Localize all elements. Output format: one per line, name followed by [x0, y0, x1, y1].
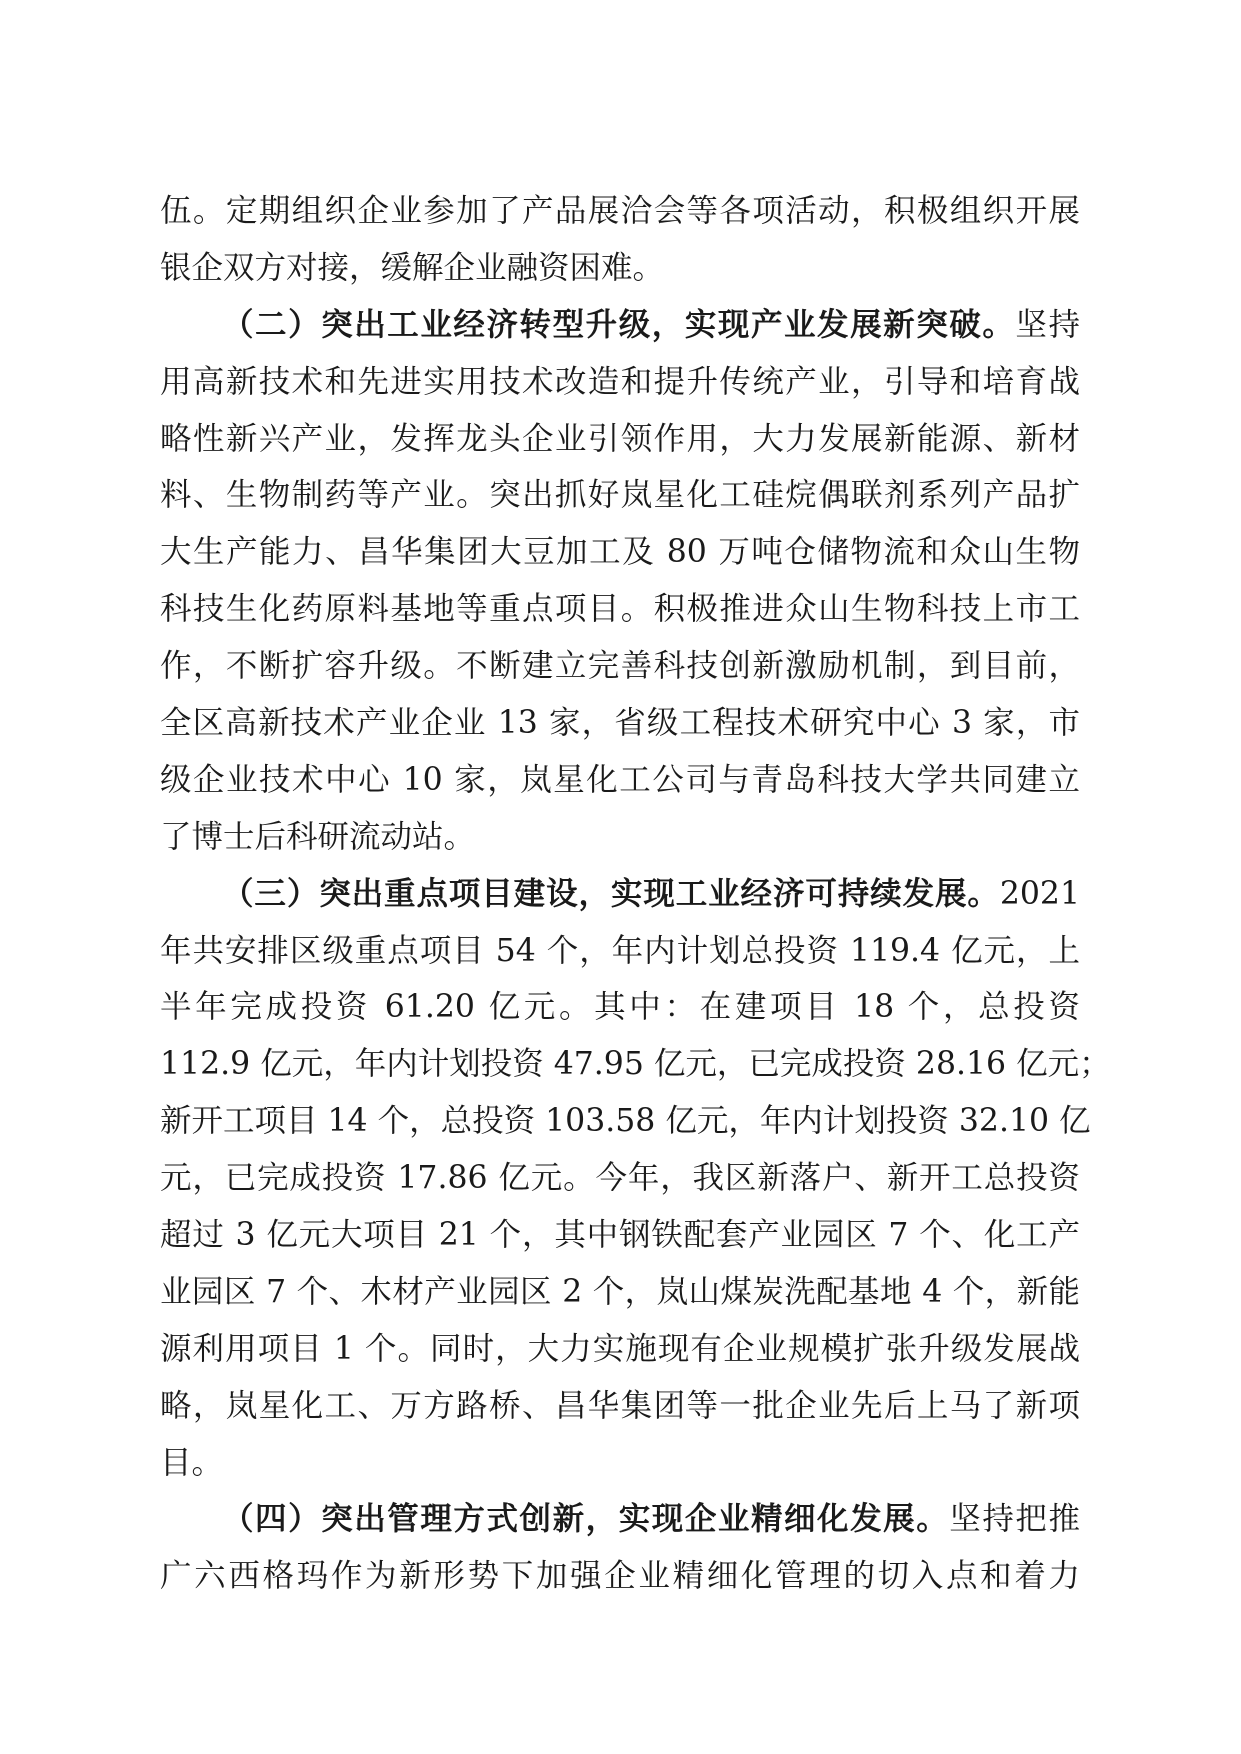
line-text: 源利用项目 1 个。同时，大力实施现有企业规模扩张升级发展战	[160, 1330, 1080, 1367]
text-line	[160, 354, 1080, 411]
section-heading: （四）突出管理方式创新，实现企业精细化发展。	[222, 1500, 950, 1538]
line-text: 目。	[160, 1444, 224, 1481]
line-text: 大生产能力、昌华集团大豆加工及 80 万吨仓储物流和众山生物	[160, 534, 1080, 571]
text-line	[160, 1036, 1111, 1093]
text-line	[160, 1378, 1080, 1435]
text-line	[160, 297, 1080, 354]
text-line	[160, 467, 1080, 524]
line-text: 作，不断扩容升级。不断建立完善科技创新激励机制，到目前，	[160, 648, 1080, 685]
line-text: 银企双方对接，缓解企业融资困难。	[160, 249, 665, 286]
line-text: 年共安排区级重点项目 54 个，年内计划总投资 119.4 亿元，上	[160, 932, 1080, 969]
line-text: 业园区 7 个、木材产业园区 2 个，岚山煤炭洗配基地 4 个，新能	[160, 1273, 1080, 1310]
line-text: 2021	[999, 875, 1080, 912]
paragraph	[160, 866, 1111, 1492]
line-text: 广六西格玛作为新形势下加强企业精细化管理的切入点和着力	[160, 1558, 1080, 1595]
section-heading: （二）突出工业经济转型升级，实现产业发展新突破。	[222, 305, 1016, 343]
text-line	[160, 240, 1080, 297]
paragraph	[160, 297, 1080, 866]
text-line	[160, 1207, 1080, 1264]
document-body	[160, 183, 1111, 1605]
text-line	[160, 638, 1080, 695]
line-text: 了博士后科研流动站。	[160, 818, 476, 855]
line-text: 新开工项目 14 个，总投资 103.58 亿元，年内计划投资 32.10 亿	[160, 1103, 1091, 1140]
text-line	[160, 1264, 1080, 1321]
text-line	[160, 979, 1080, 1036]
text-line	[160, 1435, 1080, 1492]
text-line	[160, 1548, 1080, 1605]
text-line	[160, 1093, 1091, 1150]
line-text: 112.9 亿元，年内计划投资 47.95 亿元，已完成投资 28.16 亿元；	[160, 1046, 1111, 1083]
line-text: 全区高新技术产业企业 13 家，省级工程技术研究中心 3 家，市	[160, 705, 1080, 742]
line-text: 用高新技术和先进实用技术改造和提升传统产业，引导和培育战	[160, 363, 1080, 400]
text-line	[160, 524, 1080, 581]
line-text: 超过 3 亿元大项目 21 个，其中钢铁配套产业园区 7 个、化工产	[160, 1217, 1080, 1254]
line-text: 略，岚星化工、万方路桥、昌华集团等一批企业先后上马了新项	[160, 1387, 1080, 1424]
text-line	[160, 1491, 1080, 1548]
text-line	[160, 752, 1080, 809]
text-line	[160, 1150, 1080, 1207]
paragraph	[160, 1491, 1080, 1605]
text-line	[160, 695, 1080, 752]
line-text: 坚持把推	[949, 1501, 1080, 1538]
paragraph	[160, 183, 1080, 297]
line-text: 坚持	[1015, 306, 1080, 343]
line-text: 科技生化药原料基地等重点项目。积极推进众山生物科技上市工	[160, 591, 1080, 628]
line-text: 伍。定期组织企业参加了产品展洽会等各项活动，积极组织开展	[160, 193, 1080, 229]
line-text: 级企业技术中心 10 家，岚星化工公司与青岛科技大学共同建立	[160, 761, 1080, 798]
line-text: 略性新兴产业，发挥龙头企业引领作用，大力发展新能源、新材	[160, 420, 1080, 457]
line-text: 半年完成投资 61.20 亿元。其中：在建项目 18 个，总投资	[160, 989, 1080, 1026]
line-text: 元，已完成投资 17.86 亿元。今年，我区新落户、新开工总投资	[160, 1160, 1080, 1197]
text-line	[160, 809, 1080, 866]
text-line	[160, 866, 1080, 923]
section-heading: （三）突出重点项目建设，实现工业经济可持续发展。	[222, 874, 1000, 912]
text-line	[160, 411, 1080, 468]
text-line	[160, 923, 1080, 980]
text-line	[160, 183, 1080, 240]
line-text: 料、生物制药等产业。突出抓好岚星化工硅烷偶联剂系列产品扩	[160, 477, 1080, 514]
text-line	[160, 581, 1080, 638]
text-line	[160, 1321, 1080, 1378]
